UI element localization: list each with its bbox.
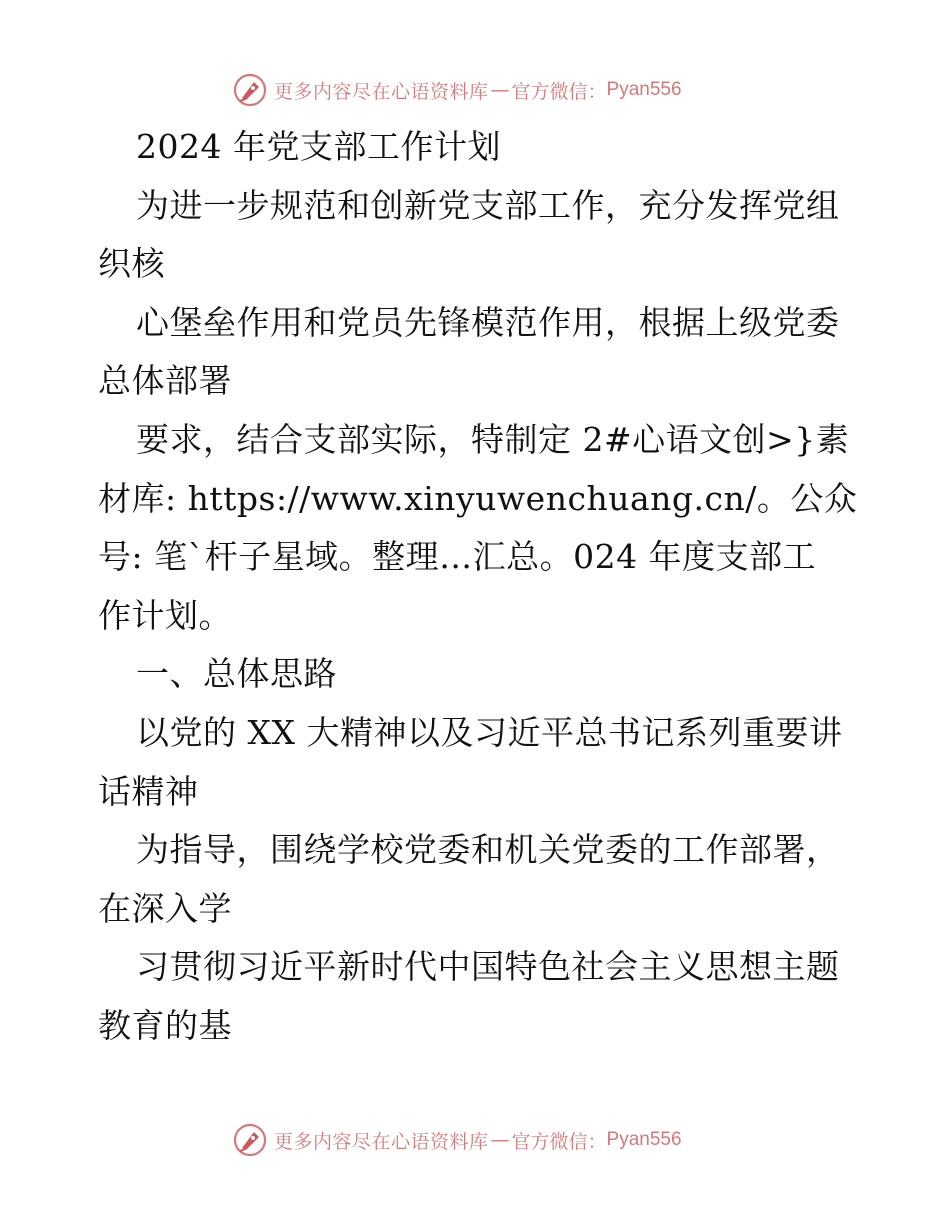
banner-brand-text: 更多内容尽在心语资料库 [274,1130,489,1153]
header-banner [232,70,712,110]
paragraph-line: 作计划。 [98,595,232,635]
paragraph-line: 习贯彻习近平新时代中国特色社会主义思想主题 [136,947,840,987]
paragraph-line: 在深入学 [98,888,232,928]
banner-wechat-label: 官方微信： [511,80,607,103]
banner-brand-text: 更多内容尽在心语资料库 [274,80,489,103]
paragraph-line: 号: 笔`杆子星域。整理…汇总。024 年度支部工 [98,537,817,577]
pen-nib-logo-icon [232,72,268,108]
paragraph-line: 总体部署 [98,361,232,401]
banner-separator: — [490,79,510,101]
banner-wechat-id: Pyan556 [606,1129,682,1150]
document-title: 2024 年党支部工作计划 [136,127,501,166]
paragraph-line: 为指导，围绕学校党委和机关党委的工作部署， [136,830,840,870]
paragraph-line: 为进一步规范和创新党支部工作，充分发挥党组 [136,185,840,225]
banner-wechat-id: Pyan556 [606,79,682,100]
paragraph-line: 话精神 [98,771,199,811]
footer-banner [232,1120,712,1160]
banner-separator: — [490,1129,510,1151]
paragraph-line: 以党的 XX 大精神以及习近平总书记系列重要讲 [136,712,843,752]
paragraph-line: 要求，结合支部实际，特制定 2#心语文创>}素 [136,419,850,459]
document-body [98,118,858,1056]
paragraph-line: 织核 [98,244,165,284]
paragraph-line: 心堡垒作用和党员先锋模范作用，根据上级党委 [136,302,840,342]
paragraph-line: 材库: https://www.xinyuwenchuang.cn/。公众 [98,478,858,518]
paragraph-line: 教育的基 [98,1005,232,1045]
pen-nib-logo-icon [232,1122,268,1158]
banner-wechat-label: 官方微信： [511,1130,607,1153]
section-heading: 一、总体思路 [136,654,337,694]
